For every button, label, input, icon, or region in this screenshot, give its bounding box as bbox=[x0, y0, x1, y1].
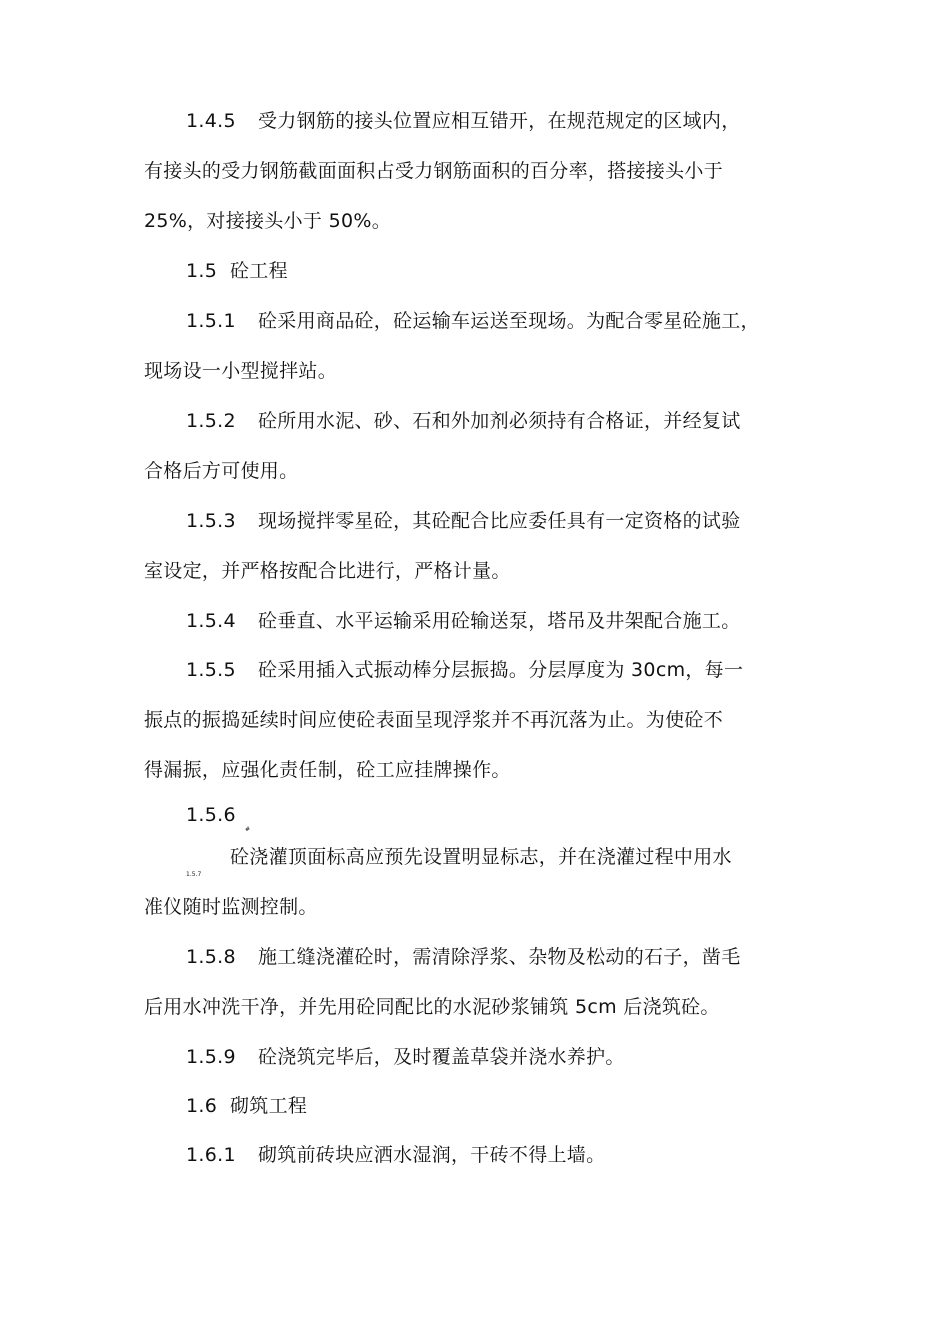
section-number: 1.5.2 bbox=[186, 410, 236, 432]
section-number: 1.6 bbox=[186, 1095, 218, 1117]
section-number: 1.5 bbox=[186, 260, 218, 282]
section-number: 1.4.5 bbox=[186, 110, 236, 132]
paragraph-1-5-4 bbox=[144, 596, 808, 646]
paragraph-line: 砼采用商品砼，砼运输车运送至现场。为配合零星砼施工， bbox=[258, 310, 760, 332]
paragraph-line: 砼采用插入式振动棒分层振捣。分层厚度为 30cm，每一 bbox=[258, 659, 744, 681]
paragraph-1-6-1 bbox=[144, 1130, 808, 1180]
paragraph-1-5-1 bbox=[144, 296, 808, 396]
heading-1-5 bbox=[144, 246, 808, 296]
section-number: 1.5.4 bbox=[186, 610, 236, 632]
paragraph-line: 砼浇筑完毕后，及时覆盖草袋并浇水养护。 bbox=[258, 1046, 625, 1068]
paragraph-line: 室设定，并严格按配合比进行，严格计量。 bbox=[144, 560, 511, 582]
paragraph-line: 砼所用水泥、砂、石和外加剂必须持有合格证，并经复试 bbox=[258, 410, 741, 432]
paragraph-line: 振点的振捣延续时间应使砼表面呈现浮浆并不再沉落为止。为使砼不 bbox=[144, 709, 724, 731]
paragraph-line: 准仪随时监测控制。 bbox=[144, 896, 318, 918]
paragraph-1-5-5 bbox=[144, 645, 808, 795]
paragraph-1-5-8 bbox=[144, 932, 808, 1032]
section-heading: 砌筑工程 bbox=[230, 1095, 308, 1117]
section-number: 1.5.6 bbox=[186, 804, 236, 826]
hash-mark: # bbox=[245, 826, 251, 833]
section-number: 1.5.5 bbox=[186, 659, 236, 681]
section-number: 1.5.1 bbox=[186, 310, 236, 332]
paragraph-1-5-9 bbox=[144, 1032, 808, 1082]
paragraph-1-5-2 bbox=[144, 396, 808, 496]
paragraph-1-5-7 bbox=[144, 832, 808, 932]
section-number: 1.6.1 bbox=[186, 1144, 236, 1166]
paragraph-line: 得漏振，应强化责任制，砼工应挂牌操作。 bbox=[144, 759, 511, 781]
small-section-number: 1.5.7 bbox=[186, 871, 202, 878]
paragraph-line: 施工缝浇灌砼时，需清除浮浆、杂物及松动的石子，凿毛 bbox=[258, 946, 741, 968]
section-number: 1.5.8 bbox=[186, 946, 236, 968]
paragraph-line: 有接头的受力钢筋截面面积占受力钢筋面积的百分率，搭接接头小于 bbox=[144, 160, 724, 182]
heading-1-6 bbox=[144, 1081, 808, 1131]
paragraph-line: 砌筑前砖块应洒水湿润，干砖不得上墙。 bbox=[258, 1144, 606, 1166]
section-number: 1.5.9 bbox=[186, 1046, 236, 1068]
paragraph-line: 现场搅拌零星砼，其砼配合比应委任具有一定资格的试验 bbox=[258, 510, 741, 532]
paragraph-line: 后用水冲洗干净，并先用砼同配比的水泥砂浆铺筑 5cm 后浇筑砼。 bbox=[144, 996, 720, 1018]
paragraph-line: 砼垂直、水平运输采用砼输送泵，塔吊及井架配合施工。 bbox=[258, 610, 741, 632]
section-number: 1.5.3 bbox=[186, 510, 236, 532]
paragraph-line: 受力钢筋的接头位置应相互错开，在规范规定的区域内， bbox=[258, 110, 741, 132]
paragraph-line: 合格后方可使用。 bbox=[144, 460, 299, 482]
section-heading: 砼工程 bbox=[230, 260, 288, 282]
paragraph-1-4-5 bbox=[144, 96, 808, 246]
paragraph-line: 现场设一小型搅拌站。 bbox=[144, 360, 338, 382]
paragraph-line: 砼浇灌顶面标高应预先设置明显标志，并在浇灌过程中用水 bbox=[230, 846, 732, 868]
paragraph-line: 25%，对接接头小于 50%。 bbox=[144, 210, 392, 232]
paragraph-1-5-3 bbox=[144, 496, 808, 596]
